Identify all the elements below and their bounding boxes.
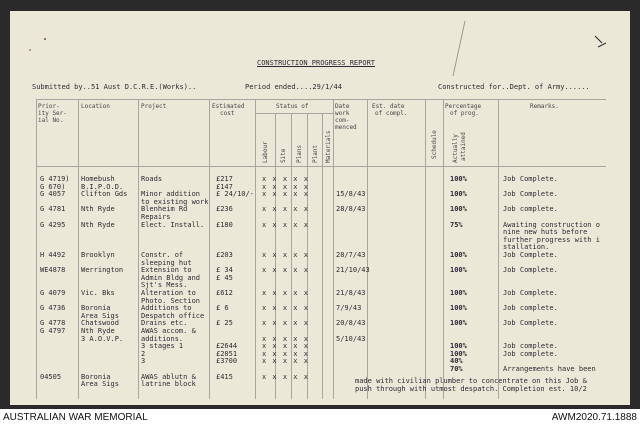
cell-status-marks: x x x x x <box>262 266 309 275</box>
cell-location: Nth Ryde <box>81 205 115 214</box>
header-site: Site <box>280 148 287 163</box>
bottom-note-line-1: made with civilian plumber to concentrate on this Job & <box>355 377 587 385</box>
cell-status-marks: x x x x x <box>262 372 309 381</box>
cell-project: Constr. of <box>141 251 184 259</box>
header-cost-1: Estimated <box>212 103 245 110</box>
cell-location: Boronia <box>81 372 111 381</box>
cell-project: Drains etc. <box>141 319 188 328</box>
period-ended: Period ended....29/1/44 <box>245 83 342 91</box>
header-remarks: Remarks. <box>530 103 559 110</box>
cell-cost: £180 <box>216 220 233 229</box>
cell-cost: £147 <box>216 182 233 191</box>
cell-location: Werrington <box>81 266 124 275</box>
header-percentage-2: of prog. <box>450 110 479 117</box>
footer-right-caption: AWM2020.71.1888 <box>551 412 637 423</box>
cell-project: Repairs <box>141 213 171 221</box>
cell-cost: £612 <box>216 289 233 297</box>
header-actually: Actually <box>452 134 459 163</box>
cell-date: 21/8/43 <box>336 289 366 297</box>
pen-marks <box>10 11 630 405</box>
cell-status-marks: x x x x x <box>262 349 309 358</box>
header-project: Project <box>141 103 167 110</box>
header-materials: Materials <box>325 130 332 163</box>
cell-serial: G 4778 <box>40 319 66 328</box>
cell-remarks: Job Complete. <box>503 251 558 259</box>
cell-remarks: Job Complete. <box>503 175 558 183</box>
cell-status-marks: x x x x x <box>262 342 309 351</box>
cell-percentage: 100% <box>450 175 467 183</box>
cell-remarks: stallation. <box>503 243 550 252</box>
cell-location: B.I.P.O.D. <box>81 182 124 191</box>
cell-cost: £217 <box>216 175 233 183</box>
header-labour: Labour <box>262 141 269 163</box>
document-page <box>10 11 630 405</box>
cell-remarks: Job Complete. <box>503 289 558 297</box>
cell-location: Clifton Gds <box>81 190 128 199</box>
cell-serial: G 4719) <box>40 175 70 183</box>
header-priority-2: ity Ser- <box>38 110 67 117</box>
cell-remarks: Arrangements have been <box>503 365 596 373</box>
header-priority-3: ial No. <box>38 117 64 124</box>
cell-date: 28/7/43 <box>336 251 366 259</box>
cell-serial: H 4492 <box>40 251 66 259</box>
header-plans: Plans <box>296 144 303 163</box>
constructed-for: Constructed for..Dept. of Army...... <box>438 83 590 91</box>
cell-percentage: 70% <box>450 365 463 373</box>
footer-left-caption: AUSTRALIAN WAR MEMORIAL <box>3 412 148 423</box>
cell-date: 15/8/43 <box>336 190 366 199</box>
cell-status-marks: x x x x x <box>262 220 309 229</box>
cell-location: Chatswood <box>81 319 119 328</box>
header-date-2: work <box>335 110 350 117</box>
cell-remarks: Awaiting construction o <box>503 220 600 229</box>
cell-location: Area Sigs <box>81 311 119 320</box>
cell-project: to existing work <box>141 197 209 206</box>
cell-status-marks: x x x x x <box>262 251 309 259</box>
cell-remarks: Job Complete. <box>503 190 558 199</box>
header-attained: attained <box>460 132 467 161</box>
cell-serial: G 4079 <box>40 289 66 297</box>
cell-project: additions. <box>141 334 184 343</box>
cell-date: 21/10/43 <box>336 266 370 275</box>
cell-remarks: Job complete. <box>503 304 558 313</box>
cell-cost: £236 <box>216 205 233 214</box>
cell-project: Additions to <box>141 304 192 313</box>
cell-location: Nth Ryde <box>81 327 115 335</box>
cell-project: AWAS ablutn & <box>141 372 196 381</box>
header-schedule: Schedule <box>431 130 438 159</box>
cell-project: Alteration to <box>141 289 196 297</box>
cell-project: Elect. Install. <box>141 220 205 229</box>
cell-percentage: 40% <box>450 357 463 366</box>
cell-project: latrine block <box>141 380 196 389</box>
cell-cost: £ 45 <box>216 273 233 282</box>
cell-project: AWAS accom. & <box>141 327 196 335</box>
cell-cost: £ 25 <box>216 319 233 328</box>
cell-date: 20/8/43 <box>336 319 366 328</box>
bottom-note-line-2: push through with utmost despatch. Completion est. 10/2 <box>355 385 587 393</box>
header-est-date-2: of compl. <box>375 110 408 117</box>
cell-percentage: 100% <box>450 251 467 259</box>
cell-location: Boronia <box>81 304 111 313</box>
cell-status-marks: x x x x x <box>262 319 309 328</box>
cell-project: Photo. Section <box>141 296 201 305</box>
header-location: Location <box>81 103 110 110</box>
header-date-4: menced <box>335 124 357 131</box>
cell-project: Despatch office <box>141 311 205 320</box>
header-percentage-1: Percentage <box>445 103 482 110</box>
cell-date: 28/8/43 <box>336 205 366 214</box>
cell-project: Admin Bldg and <box>141 273 201 282</box>
cell-project: 3 stages 1 <box>141 342 184 351</box>
cell-percentage: 100% <box>450 349 467 358</box>
cell-status-marks: x x x x x <box>262 190 309 199</box>
header-est-date-1: Est. date <box>372 103 405 110</box>
cell-cost: £2051 <box>216 349 238 358</box>
cell-location: Brooklyn <box>81 251 115 259</box>
cell-status-marks: x x x x x <box>262 205 309 214</box>
cell-percentage: 100% <box>450 205 467 214</box>
cell-location: Vic. Bks <box>81 289 115 297</box>
cell-project: Extension to <box>141 266 192 275</box>
header-priority-1: Prior- <box>38 103 60 110</box>
cell-percentage: 100% <box>450 266 467 275</box>
cell-remarks: further progress with i <box>503 235 600 244</box>
cell-project: Roads <box>141 175 163 183</box>
cell-remarks: Job Complete. <box>503 319 558 328</box>
cell-cost: £415 <box>216 372 233 381</box>
cell-cost: £3700 <box>216 357 238 366</box>
header-date-3: com- <box>335 117 350 124</box>
cell-serial: G 4797 <box>40 327 66 335</box>
cell-remarks: Job complete. <box>503 349 558 358</box>
cell-date: 5/10/43 <box>336 334 366 343</box>
cell-cost: £203 <box>216 251 233 259</box>
cell-percentage: 100% <box>450 190 467 199</box>
cell-percentage: 100% <box>450 319 467 328</box>
cell-project: Blenheim Rd <box>141 205 188 214</box>
report-title: CONSTRUCTION PROGRESS REPORT <box>257 59 376 67</box>
cell-status-marks: x x x x x <box>262 182 309 191</box>
cell-remarks: nine new huts before <box>503 228 588 237</box>
cell-location: Homebush <box>81 175 115 183</box>
cell-serial: G 4736 <box>40 304 66 313</box>
cell-location: 3 A.O.V.P. <box>81 334 124 343</box>
cell-percentage: 75% <box>450 220 463 229</box>
cell-serial: 04505 <box>40 372 62 381</box>
header-status-of: Status of <box>276 103 309 110</box>
cell-remarks: Job Complete. <box>503 266 558 275</box>
cell-cost: £ 24/10/- <box>216 190 254 199</box>
header-plant: Plant <box>312 144 319 163</box>
cell-serial: G 4057 <box>40 190 66 199</box>
cell-status-marks: x x x x x <box>262 334 309 343</box>
cell-percentage: 100% <box>450 304 467 313</box>
cell-status-marks: x x x x x <box>262 304 309 313</box>
cell-project: Sjt's Mess. <box>141 281 188 290</box>
cell-cost: £2644 <box>216 342 238 351</box>
submitted-by: Submitted by..51 Aust D.C.R.E.(Works).. <box>32 83 197 91</box>
cell-serial: G 4295 <box>40 220 66 229</box>
cell-status-marks: x x x x x <box>262 357 309 366</box>
cell-project: Minor addition <box>141 190 201 199</box>
cell-location: Area Sigs <box>81 380 119 389</box>
header-cost-2: cost <box>220 110 235 117</box>
cell-project: sleeping hut <box>141 258 192 267</box>
cell-cost: £ 34 <box>216 266 233 275</box>
cell-status-marks: x x x x x <box>262 175 309 183</box>
cell-location: Nth Ryde <box>81 220 115 229</box>
cell-status-marks: x x x x x <box>262 289 309 297</box>
cell-percentage: 100% <box>450 342 467 351</box>
cell-remarks: Job complete. <box>503 342 558 351</box>
cell-cost: £ 6 <box>216 304 229 313</box>
cell-remarks: Job complete. <box>503 205 558 214</box>
cell-percentage: 100% <box>450 289 467 297</box>
cell-serial: WE4878 <box>40 266 66 275</box>
header-date-1: Date <box>335 103 350 110</box>
cell-project: 2 <box>141 349 146 358</box>
cell-date: 7/9/43 <box>336 304 362 313</box>
cell-serial: G 4781 <box>40 205 66 214</box>
cell-serial: G 670) <box>40 182 66 191</box>
cell-project: 3 <box>141 357 146 366</box>
